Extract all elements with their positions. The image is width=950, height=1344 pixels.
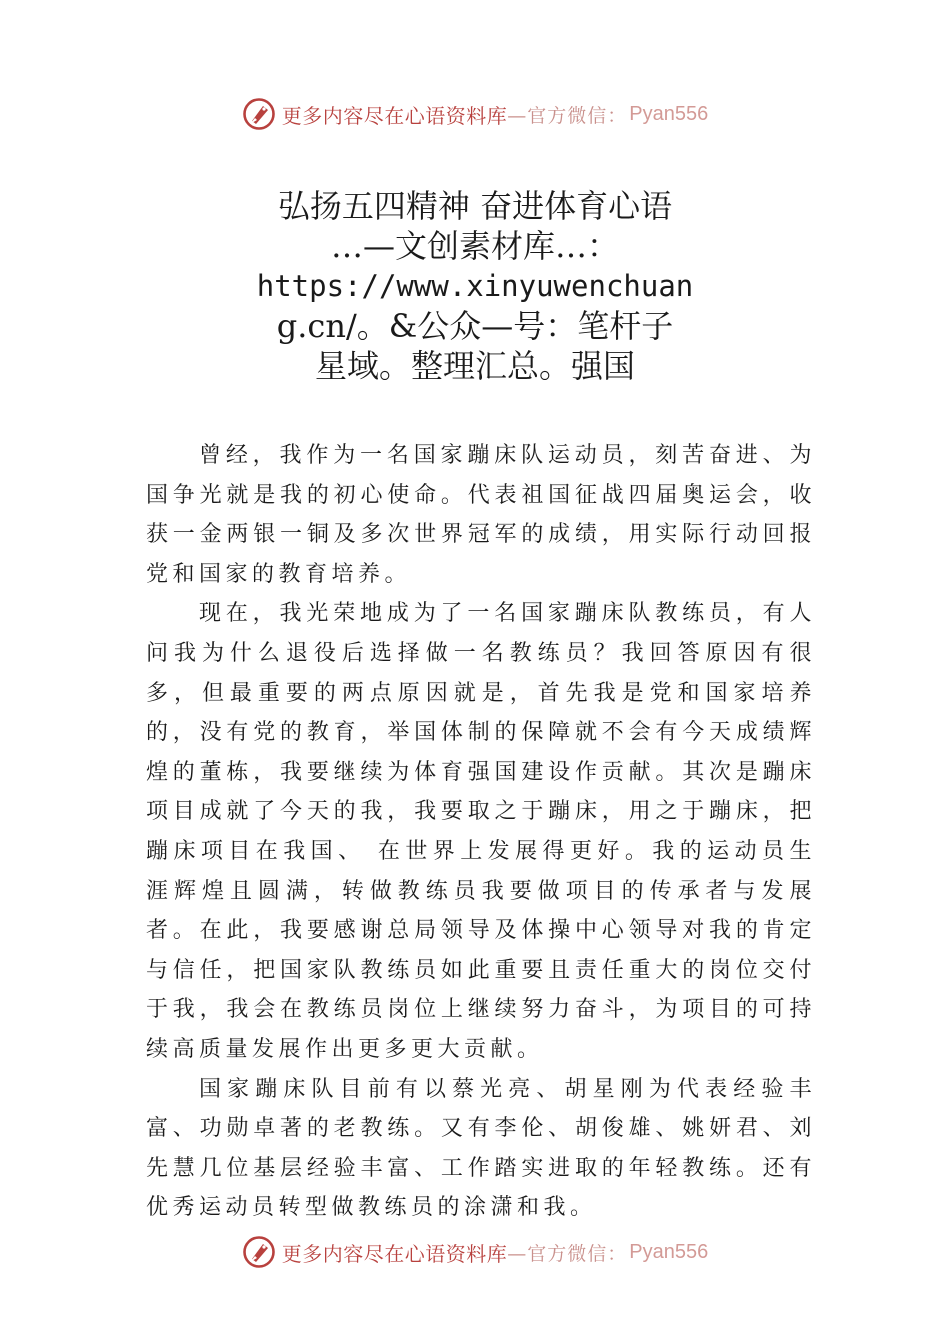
paragraph-3: 国家蹦床队目前有以蔡光亮、胡星刚为代表经验丰富、功勋卓著的老教练。又有李伦、胡俊雄、姚妍君、刘先慧几位基层经验丰富、工作踏实进取的年轻教练。还有优秀运动员转型做教练员的涂潇和我。 bbox=[146, 1076, 816, 1221]
pen-nib-logo-icon bbox=[242, 1235, 276, 1269]
banner-lead-text: 更多内容尽在心语资料库 bbox=[281, 1241, 508, 1266]
banner-official-text: —官方微信： bbox=[507, 104, 628, 127]
banner-handle-text: Pyan556 bbox=[629, 102, 709, 125]
banner-handle-text: Pyan556 bbox=[629, 1240, 709, 1263]
banner-official-text: —官方微信： bbox=[507, 1242, 628, 1265]
title-line-2: …—文创素材库…： bbox=[330, 227, 619, 265]
paragraph-1: 曾经，我作为一名国家蹦床队运动员，刻苦奋进、为国争光就是我的初心使命。代表祖国征战四届奥运会，收获一金两银一铜及多次世界冠军的成绩，用实际行动回报党和国家的教育培养。 bbox=[146, 443, 816, 587]
footer-banner bbox=[0, 1232, 950, 1272]
paragraph-2: 现在，我光荣地成为了一名国家蹦床队教练员，有人问我为什么退役后选择做一名教练员？我回答原因有很多，但最重要的两点原因就是，首先我是党和国家培养的，没有党的教育，举国体制的保障就不会有今天成绩辉煌的董栋，我要继续为体育强国建设作贡献。其次是蹦床项目成就了今天的我，我要取之于蹦床，用之于蹦床，把蹦床项目在我国、 在世界上发展得更好。我的运动员生涯辉煌且圆满，转做教练员我要做项目的传承者与发展者。在此，我要感谢总局领导及体操中心领导对我的肯定与信任，把国家队教练员如此重要且责任重大的岗位交付于我，我会在教练员岗位上继续努力奋斗，为项目的可持续高质量发展作出更多更大贡献。 bbox=[146, 601, 816, 1062]
title-line-3: https://www.xinyuwenchuan bbox=[256, 269, 694, 303]
pen-nib-logo-icon bbox=[242, 97, 276, 131]
document-title bbox=[200, 186, 750, 386]
header-banner bbox=[0, 94, 950, 134]
article-body bbox=[146, 436, 816, 1228]
title-line-1: 弘扬五四精神 奋进体育心语 bbox=[277, 187, 673, 225]
title-line-5: 星域。整理汇总。强国 bbox=[314, 347, 635, 385]
banner-lead-text: 更多内容尽在心语资料库 bbox=[281, 103, 508, 128]
title-line-4: g.cn/。&公众—号：笔杆子 bbox=[276, 307, 674, 345]
